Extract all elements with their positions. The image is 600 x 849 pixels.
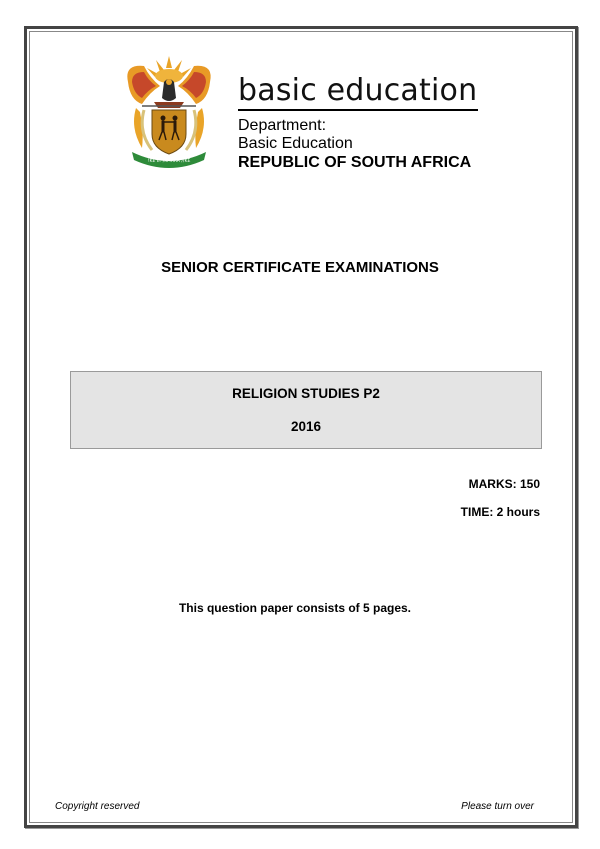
- paper-title-box: [70, 371, 542, 449]
- department-label: Department:: [238, 116, 327, 134]
- country-name: REPUBLIC OF SOUTH AFRICA: [238, 153, 472, 171]
- footer-copyright: Copyright reserved: [55, 801, 140, 812]
- marks-info: MARKS: 150: [468, 477, 540, 491]
- brand-underline: [238, 109, 478, 111]
- paper-subject: RELIGION STUDIES P2: [232, 386, 380, 401]
- department-brand: [238, 74, 478, 172]
- brand-title: basic education: [238, 73, 478, 108]
- department-name: Basic Education: [238, 134, 353, 152]
- coat-of-arms-logo: [120, 52, 218, 170]
- paper-year: 2016: [290, 419, 322, 434]
- footer-turn-over: Please turn over: [461, 801, 534, 812]
- time-info: TIME: 2 hours: [460, 505, 540, 519]
- page-count-note: This question paper consists of 5 pages.: [178, 601, 412, 615]
- svg-text:!KE E: /XARRA //KE: !KE E: /XARRA //KE: [147, 159, 191, 164]
- exam-heading: SENIOR CERTIFICATE EXAMINATIONS: [161, 259, 439, 276]
